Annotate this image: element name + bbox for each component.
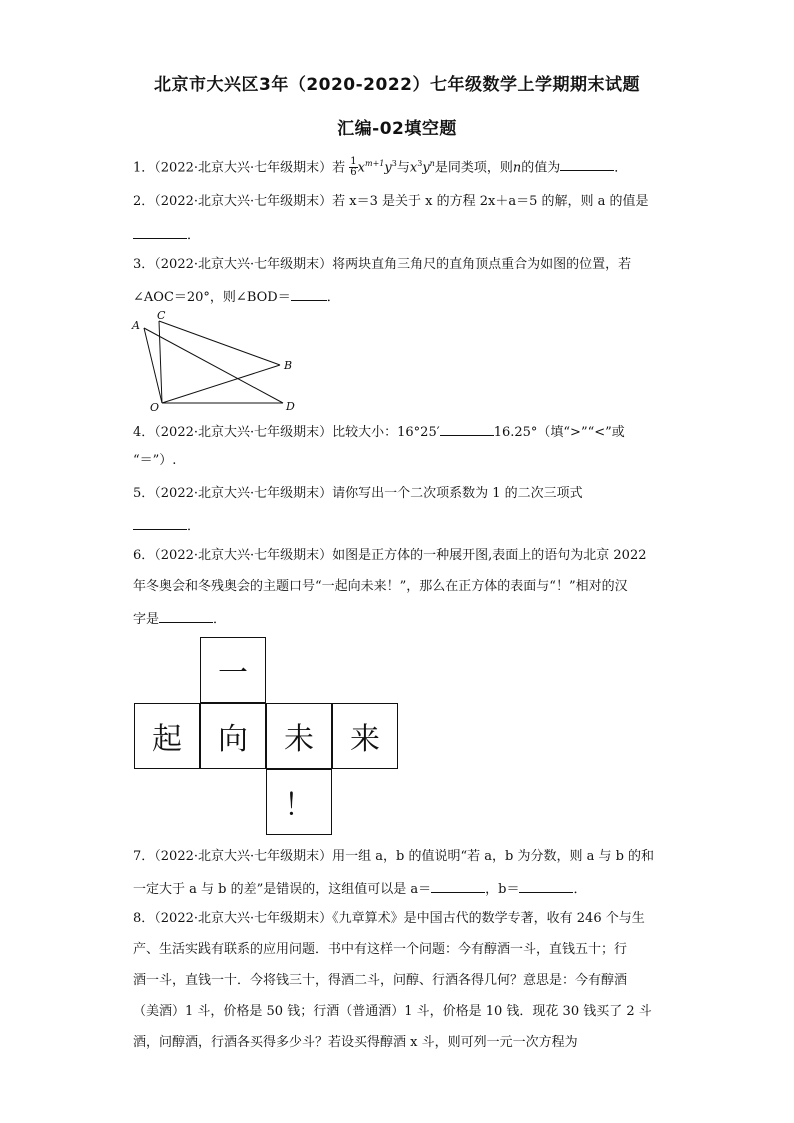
question-8-cont4: 酒，问醇酒，行酒各买得多少斗？若设买得醇酒 x 斗，则可列一元一次方程为: [133, 1035, 578, 1050]
question-source: （2022·北京大兴·七年级期末）: [154, 160, 333, 176]
segment-ob: [162, 365, 280, 403]
cube-face-4: 来: [332, 703, 398, 769]
question-1: 1．（2022·北京大兴·七年级期末）若 $\frac{1}{6}$ $x^{m+1}y^3$与$x^3y^n$是同类项，则n的值为 ．: [133, 156, 628, 179]
segment-ad: [144, 328, 283, 403]
label-b: B: [284, 359, 293, 372]
question-3: 3．（2022·北京大兴·七年级期末）将两块直角三角尺的直角顶点重合为如图的位置，若: [133, 257, 632, 272]
segment-cb: [159, 321, 280, 365]
question-6-cont1: 年冬奥会和冬残奥会的主题口号“一起向未来！”，那么在正方体的表面与“！”相对的汉: [133, 579, 628, 594]
answer-blank[interactable]: [159, 609, 213, 623]
cube-face-bottom: ！: [266, 769, 332, 835]
answer-blank[interactable]: [133, 516, 187, 530]
question-2-cont: ．: [133, 225, 663, 245]
question-8-cont1: 产、生活实践有联系的应用问题．书中有这样一个问题：今有醇酒一斗，直钱五十；行: [133, 942, 628, 957]
answer-blank[interactable]: [133, 225, 187, 239]
question-6: 6．（2022·北京大兴·七年级期末）如图是正方体的一种展开图,表面上的语句为北京 2022: [133, 548, 647, 563]
question-8: 8．（2022·北京大兴·七年级期末）《九章算术》是中国古代的数学专著，收有 246 个与生: [133, 911, 645, 926]
cube-face-2: 向: [200, 703, 266, 769]
question-4-cont: “＝”）.: [133, 453, 177, 468]
question-3-cont: ∠AOC＝20°，则∠BOD＝ ．: [133, 287, 663, 307]
label-d: D: [286, 400, 295, 413]
answer-blank[interactable]: [291, 287, 327, 301]
question-7: 7．（2022·北京大兴·七年级期末）用一组 a，b 的值说明“若 a，b 为分数，则 a 与 b 的和: [133, 849, 655, 864]
question-5: 5．（2022·北京大兴·七年级期末）请你写出一个二次项系数为 1 的二次三项式: [133, 486, 583, 501]
answer-blank-b[interactable]: [519, 879, 573, 893]
document-title-line2: 汇编-02填空题: [337, 119, 457, 139]
question-8-cont2: 酒一斗，直钱一十．今将钱三十，得酒二斗，问醇、行酒各得几何？意思是：今有醇酒: [133, 973, 628, 988]
cube-face-3: 未: [266, 703, 332, 769]
cube-face-1: 起: [134, 703, 200, 769]
cube-net-figure: [134, 637, 400, 837]
question-6-cont2: 字是 ．: [133, 609, 663, 629]
triangle-figure: [130, 306, 300, 416]
question-2: 2．（2022·北京大兴·七年级期末）若 x＝3 是关于 x 的方程 2x＋a＝5 的解，则 a 的值是: [133, 194, 649, 209]
question-4: 4．（2022·北京大兴·七年级期末）比较大小：16°25′ 16.25°（填“>”“<”或: [133, 422, 663, 442]
question-7-cont: 一定大于 a 与 b 的差”是错误的，这组值可以是 a＝ ，b＝ ．: [133, 879, 663, 899]
cube-face-top: 一: [200, 637, 266, 703]
answer-blank-a[interactable]: [431, 879, 485, 893]
label-a: A: [132, 319, 140, 332]
answer-blank[interactable]: [560, 157, 614, 171]
label-c: C: [157, 309, 166, 322]
question-5-cont: ．: [133, 516, 663, 536]
question-8-cont3: （美酒）1 斗，价格是 50 钱；行酒（普通酒）1 斗，价格是 10 钱．现花 30 钱买了 2 斗: [133, 1004, 652, 1019]
label-o: O: [150, 401, 160, 414]
answer-blank[interactable]: [440, 422, 494, 436]
fraction: $\frac{1}{6}$: [350, 156, 357, 179]
document-title-line1: 北京市大兴区3年（2020-2022）七年级数学上学期期末试题: [153, 75, 640, 95]
